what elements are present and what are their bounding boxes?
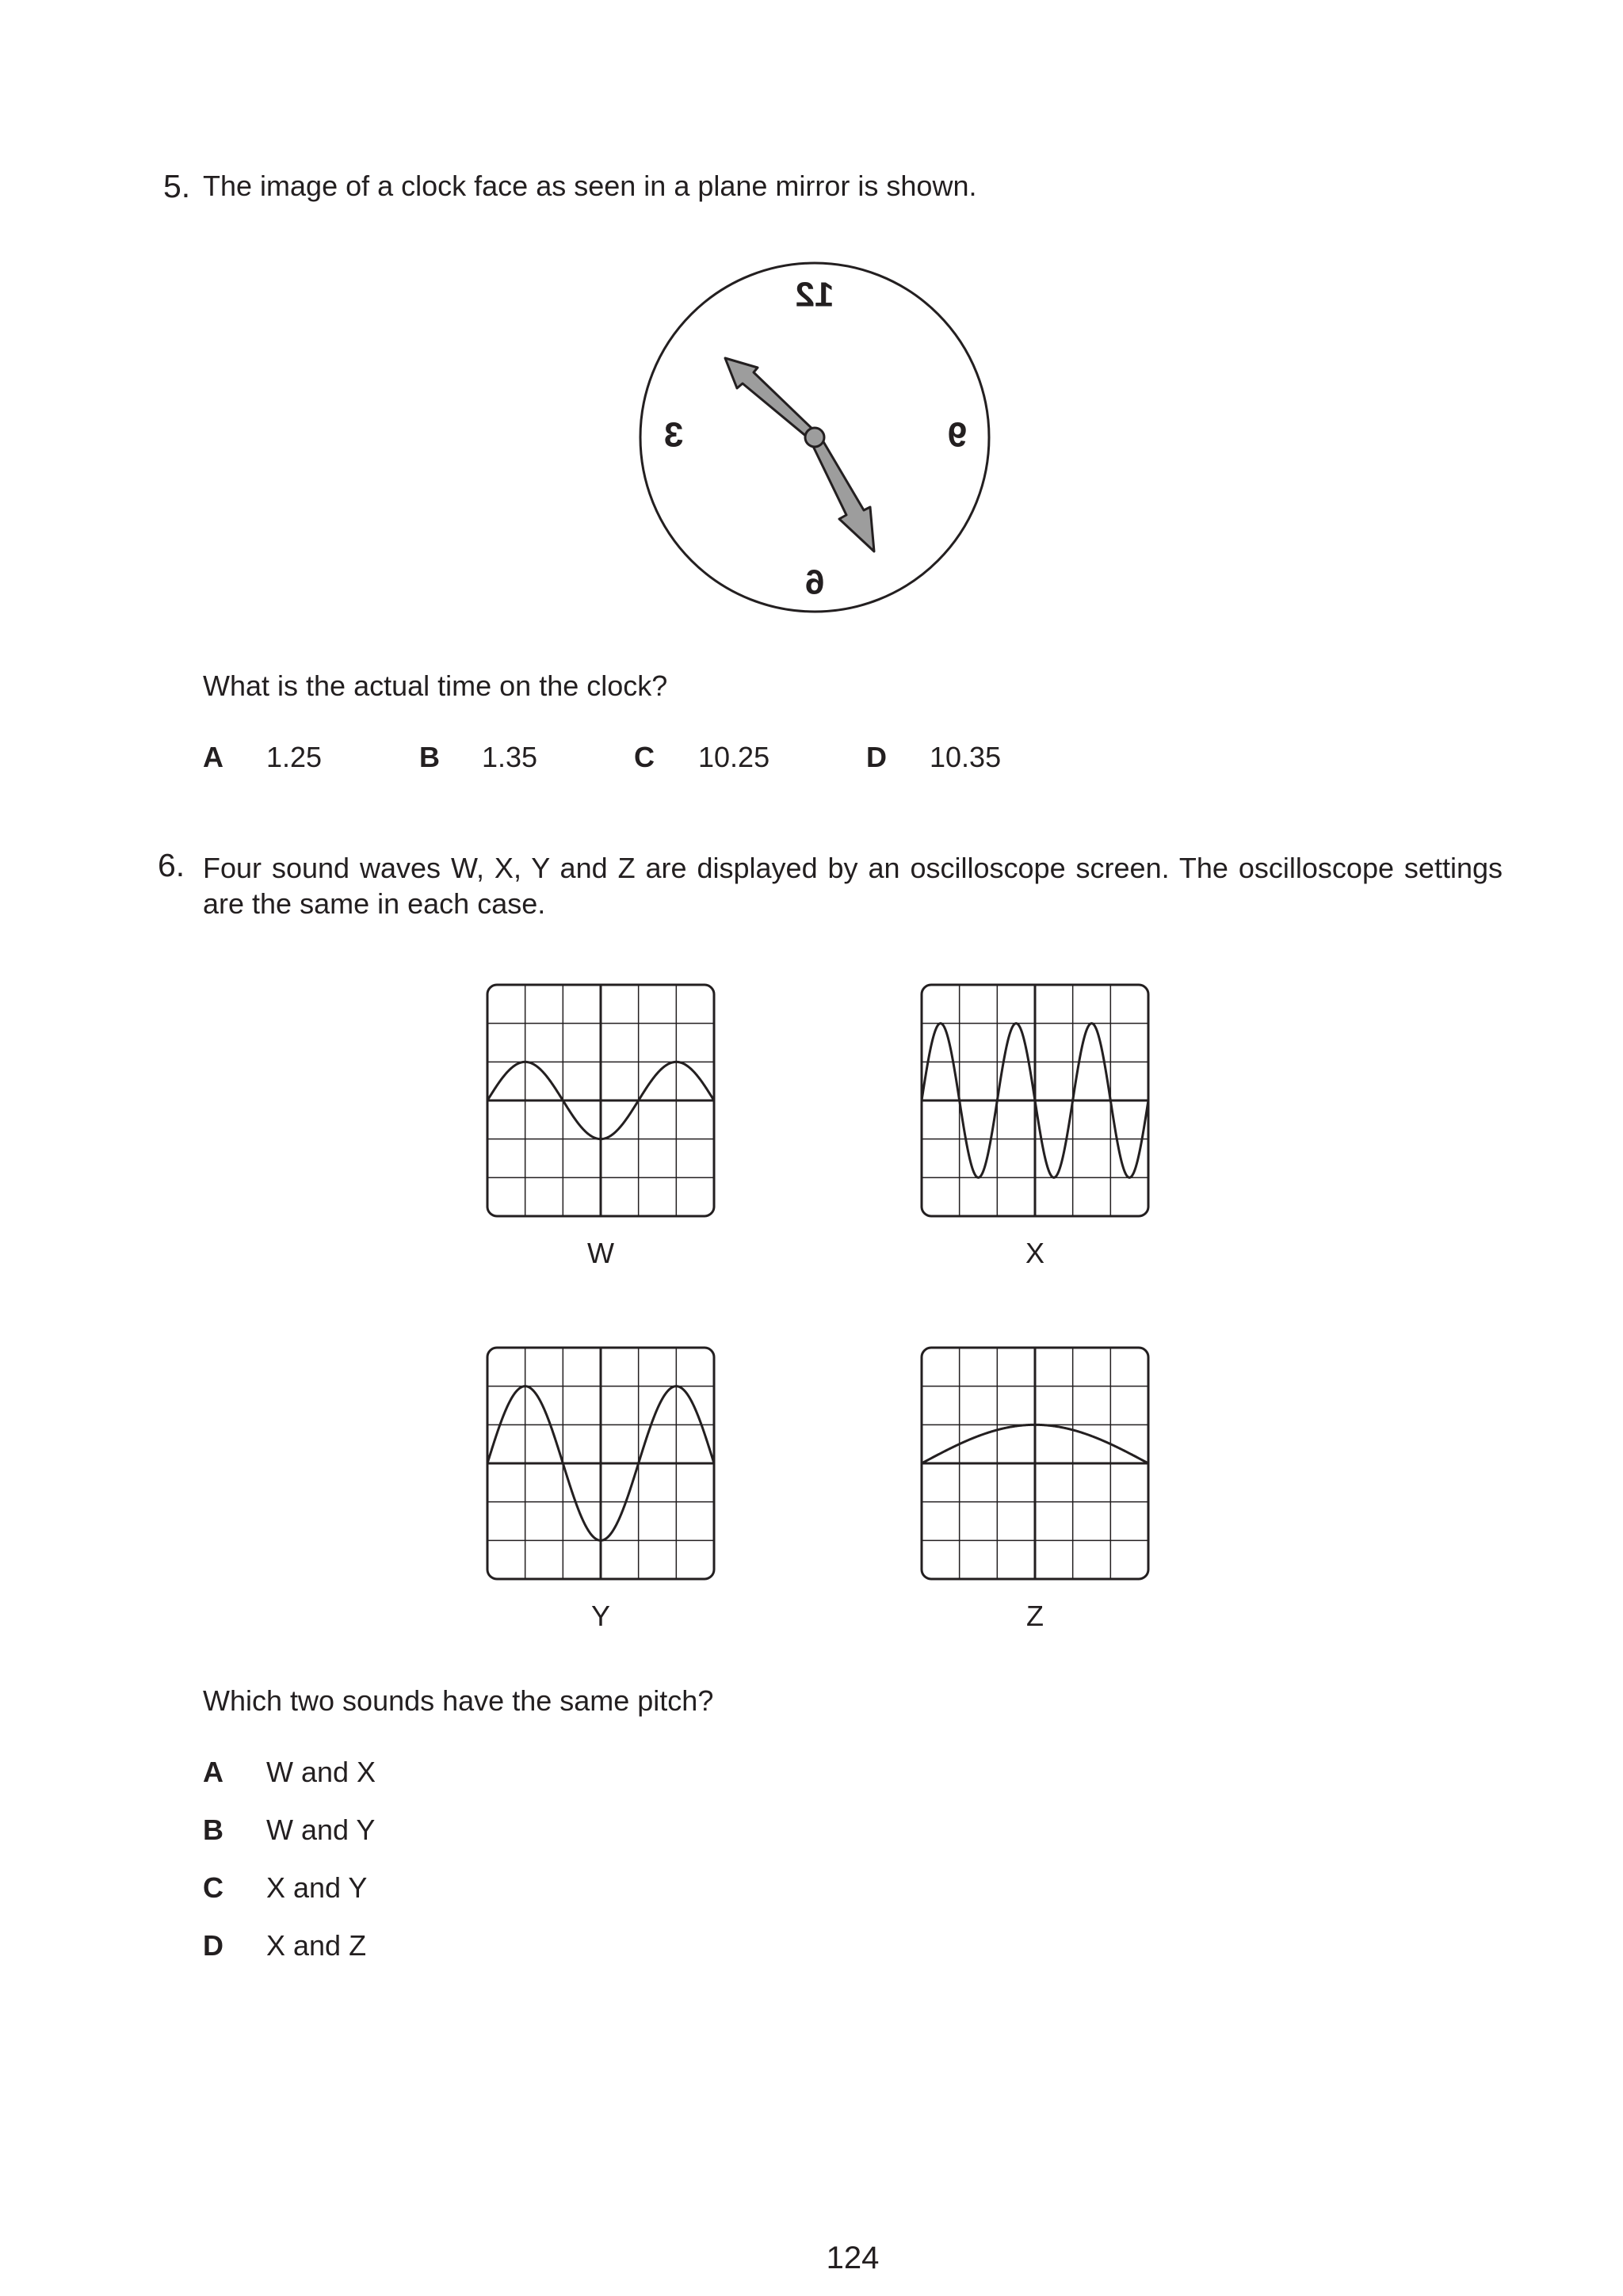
q6-option-c-letter: C	[203, 1871, 223, 1904]
oscilloscope-y	[485, 1345, 716, 1581]
q5-option-a-text: 1.25	[266, 741, 323, 773]
q5-option-d-letter: D	[866, 741, 887, 773]
oscilloscope-x	[919, 982, 1151, 1219]
q6-option-d-text: X and Z	[266, 1929, 367, 1962]
oscilloscope-z	[919, 1345, 1151, 1581]
q6-option-a-text: W and X	[266, 1756, 376, 1788]
question-5-number: 5.	[163, 168, 191, 204]
wave-label-z: Z	[1026, 1600, 1044, 1632]
q5-option-a-letter: A	[203, 741, 223, 773]
clock-numeral-12: 12	[795, 275, 834, 315]
q6-option-c-text: X and Y	[266, 1871, 368, 1904]
q5-option-b-letter: B	[419, 741, 440, 773]
q5-option-c-letter: C	[634, 741, 655, 773]
question-6-stem: Four sound waves W, X, Y and Z are displayed by an oscilloscope screen. The oscilloscope settings are the same in each case.	[203, 852, 1503, 920]
q6-option-a-letter: A	[203, 1756, 223, 1788]
question-6-number: 6.	[158, 847, 185, 883]
q5-option-b-text: 1.35	[482, 741, 538, 773]
wave-label-x: X	[1025, 1237, 1044, 1269]
page-number: 124	[826, 2241, 880, 2275]
minute-hand	[810, 435, 874, 551]
q6-option-b-text: W and Y	[266, 1814, 376, 1846]
wave-label-y: Y	[590, 1600, 610, 1632]
q6-option-b-letter: B	[203, 1814, 223, 1846]
oscilloscope-w	[485, 982, 716, 1219]
q5-option-d-text: 10.35	[930, 741, 1002, 773]
question-6-prompt: Which two sounds have the same pitch?	[203, 1684, 714, 1717]
clock-numeral-6: 6	[804, 563, 825, 602]
wave-label-w: W	[587, 1237, 614, 1269]
clock-numeral-3: 3	[663, 415, 684, 455]
question-5-stem: The image of a clock face as seen in a plane mirror is shown.	[203, 170, 977, 202]
mirror-clock-diagram	[634, 254, 999, 626]
clock-numeral-9: 9	[947, 415, 968, 455]
q6-option-d-letter: D	[203, 1929, 223, 1962]
hour-hand	[725, 358, 817, 441]
clock-center-pivot	[805, 428, 824, 447]
question-5-prompt: What is the actual time on the clock?	[203, 669, 668, 702]
q5-option-c-text: 10.25	[698, 741, 770, 773]
